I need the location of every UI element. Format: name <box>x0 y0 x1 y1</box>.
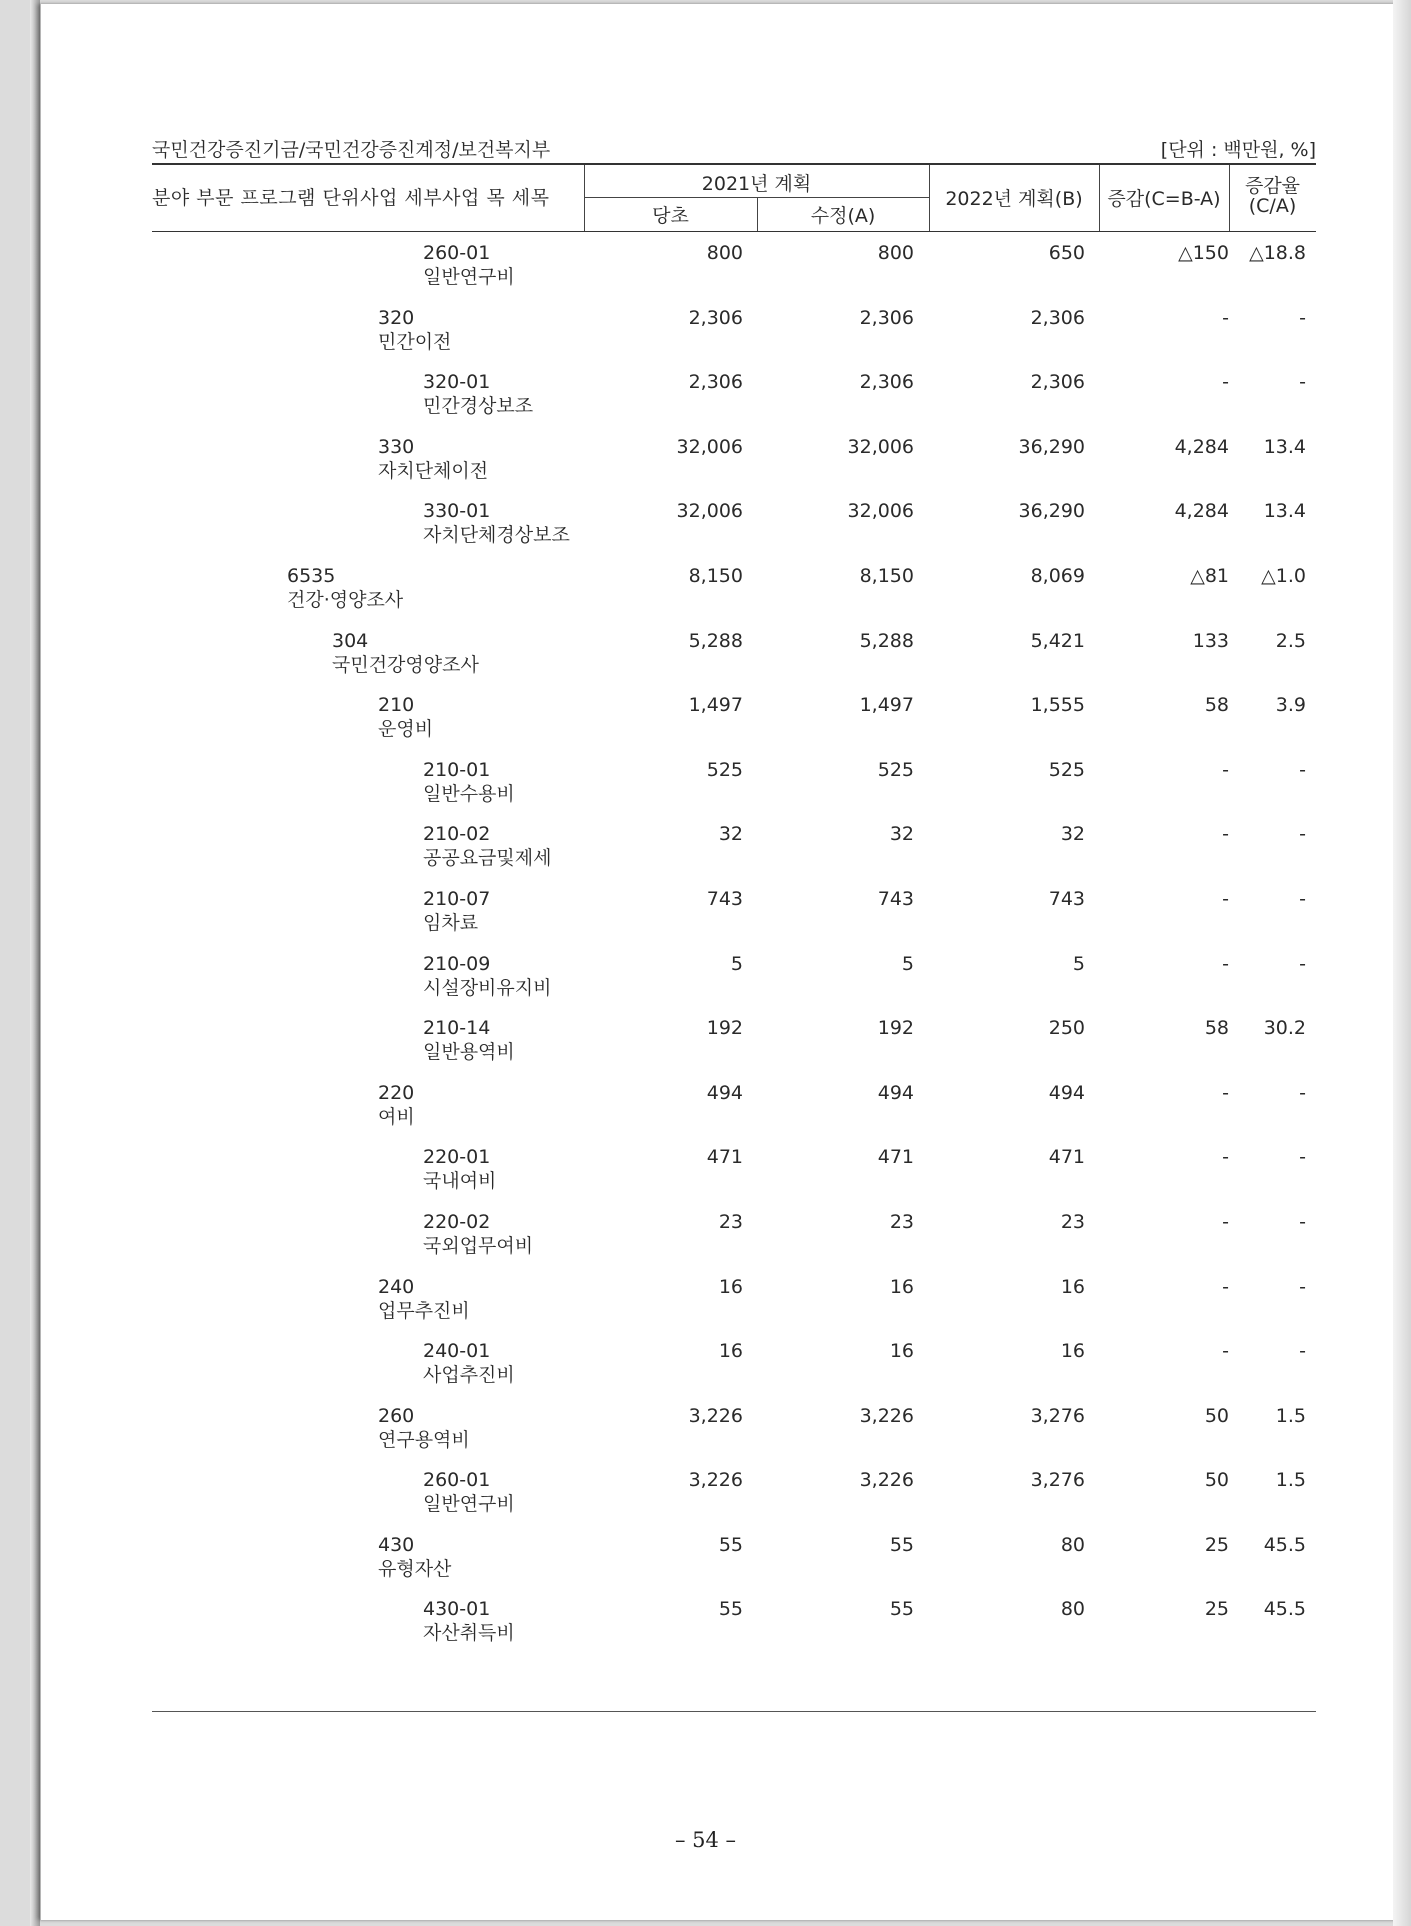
page-left-edge <box>30 0 40 1926</box>
header-original: 당초 <box>652 205 689 227</box>
cell-change: 50 <box>1204 1404 1229 1427</box>
table-row <box>152 813 1316 878</box>
cell-revised: 192 <box>877 1017 914 1040</box>
cell-revised: 32,006 <box>847 435 914 458</box>
table-row <box>152 1136 1316 1201</box>
cell-revised: 525 <box>877 758 914 781</box>
cell-change: 25 <box>1204 1598 1229 1621</box>
cell-rate: 45.5 <box>1263 1598 1306 1621</box>
cell-rate: - <box>1299 1210 1306 1233</box>
cell-change: 4,284 <box>1174 500 1229 523</box>
table-row <box>152 490 1316 555</box>
row-name: 자치단체경상보조 <box>423 524 570 547</box>
page-number: – 54 – <box>674 1828 737 1852</box>
row-code: 220-01 <box>423 1146 491 1169</box>
cell-change: - <box>1222 306 1229 329</box>
row-name: 국외업무여비 <box>423 1234 534 1257</box>
header-plan-2021: 2021년 계획 <box>701 173 812 195</box>
cell-revised: 32,006 <box>847 500 914 523</box>
cell-rate: - <box>1299 306 1306 329</box>
header-rate-line2: (C/A) <box>1248 195 1297 217</box>
cell-revised: 55 <box>889 1533 914 1556</box>
cell-rate: - <box>1299 758 1306 781</box>
cell-change: - <box>1222 823 1229 846</box>
row-code: 210-14 <box>423 1017 491 1040</box>
row-code: 320 <box>378 306 415 329</box>
cell-rate: - <box>1299 1081 1306 1104</box>
row-code: 320-01 <box>423 371 491 394</box>
cell-rate: 1.5 <box>1275 1404 1306 1427</box>
row-code: 240 <box>378 1275 415 1298</box>
cell-original: 55 <box>718 1598 743 1621</box>
cell-revised: 800 <box>877 242 914 264</box>
cell-revised: 3,226 <box>859 1469 914 1492</box>
cell-original: 55 <box>718 1533 743 1556</box>
row-code: 330-01 <box>423 500 491 523</box>
row-name: 자치단체이전 <box>378 459 489 482</box>
row-code: 260 <box>378 1404 415 1427</box>
row-name: 일반수용비 <box>423 782 515 805</box>
cell-revised: 23 <box>889 1210 914 1233</box>
cell-revised: 16 <box>889 1340 914 1363</box>
cell-original: 494 <box>706 1081 743 1104</box>
row-name: 자산취득비 <box>423 1622 515 1645</box>
cell-rate: - <box>1299 371 1306 394</box>
cell-revised: 8,150 <box>859 564 914 587</box>
cell-revised: 5 <box>901 952 914 975</box>
cell-rate: - <box>1299 1146 1306 1169</box>
cell-change: - <box>1222 887 1229 910</box>
cell-change: 25 <box>1204 1533 1229 1556</box>
row-code: 430-01 <box>423 1598 491 1621</box>
table-header <box>152 163 1316 232</box>
header-classification: 분야 부문 프로그램 단위사업 세부사업 목 세목 <box>152 187 550 209</box>
table-row <box>152 1459 1316 1524</box>
header-revised: 수정(A) <box>810 205 876 227</box>
table-row <box>152 426 1316 491</box>
cell-plan-2022: 650 <box>1048 242 1085 264</box>
cell-plan-2022: 2,306 <box>1030 306 1085 329</box>
cell-revised: 5,288 <box>859 629 914 652</box>
row-code: 220-02 <box>423 1210 491 1233</box>
cell-revised: 32 <box>889 823 914 846</box>
cell-original: 5,288 <box>688 629 743 652</box>
table-row <box>152 232 1316 297</box>
cell-change: - <box>1222 1275 1229 1298</box>
cell-rate: △18.8 <box>1249 242 1306 264</box>
row-code: 210-07 <box>423 887 491 910</box>
cell-change: - <box>1222 1081 1229 1104</box>
cell-change: △150 <box>1178 242 1229 264</box>
row-name: 건강·영양조사 <box>287 588 404 611</box>
cell-plan-2022: 80 <box>1060 1533 1085 1556</box>
cell-change: 58 <box>1204 1017 1229 1040</box>
cell-change: 58 <box>1204 694 1229 717</box>
cell-plan-2022: 80 <box>1060 1598 1085 1621</box>
cell-revised: 743 <box>877 887 914 910</box>
table-row <box>152 555 1316 620</box>
cell-revised: 471 <box>877 1146 914 1169</box>
cell-plan-2022: 1,555 <box>1030 694 1085 717</box>
cell-revised: 55 <box>889 1598 914 1621</box>
cell-change: 133 <box>1192 629 1229 652</box>
header-subrule <box>584 197 929 198</box>
row-name: 여비 <box>378 1105 415 1128</box>
row-code: 260-01 <box>423 1469 491 1492</box>
cell-plan-2022: 5,421 <box>1030 629 1085 652</box>
cell-original: 3,226 <box>688 1469 743 1492</box>
row-name: 일반연구비 <box>423 266 515 288</box>
cell-plan-2022: 5 <box>1072 952 1085 975</box>
row-code: 210-02 <box>423 823 491 846</box>
row-code: 210 <box>378 694 415 717</box>
row-code: 430 <box>378 1533 415 1556</box>
unit-note: [단위 : 백만원, %] <box>1160 139 1316 161</box>
budget-table <box>152 135 1316 1653</box>
cell-change: 50 <box>1204 1469 1229 1492</box>
cell-plan-2022: 525 <box>1048 758 1085 781</box>
cell-plan-2022: 2,306 <box>1030 371 1085 394</box>
header-change: 증감(C=B-A) <box>1107 188 1221 210</box>
row-code: 210-01 <box>423 758 491 781</box>
cell-rate: 13.4 <box>1263 500 1306 523</box>
row-name: 유형자산 <box>378 1557 452 1580</box>
cell-original: 32,006 <box>676 500 743 523</box>
row-name: 사업추진비 <box>423 1364 515 1387</box>
cell-original: 743 <box>706 887 743 910</box>
cell-rate: △1.0 <box>1261 564 1306 587</box>
cell-rate: 2.5 <box>1275 629 1306 652</box>
cell-original: 32 <box>718 823 743 846</box>
cell-original: 1,497 <box>688 694 743 717</box>
table-row <box>152 1330 1316 1395</box>
row-name: 연구용역비 <box>378 1428 470 1451</box>
row-name: 민간경상보조 <box>423 395 534 418</box>
row-code: 330 <box>378 435 415 458</box>
cell-original: 525 <box>706 758 743 781</box>
cell-change: - <box>1222 1340 1229 1363</box>
row-code: 6535 <box>287 564 336 587</box>
row-name: 임차료 <box>423 911 479 934</box>
cell-rate: 45.5 <box>1263 1533 1306 1556</box>
row-code: 240-01 <box>423 1340 491 1363</box>
table-row <box>152 878 1316 943</box>
row-name: 국민건강영양조사 <box>332 653 479 676</box>
cell-plan-2022: 32 <box>1060 823 1085 846</box>
cell-revised: 3,226 <box>859 1404 914 1427</box>
cell-change: 4,284 <box>1174 435 1229 458</box>
cell-original: 2,306 <box>688 306 743 329</box>
table-row <box>152 620 1316 685</box>
cell-original: 800 <box>706 242 743 264</box>
table-row <box>152 1266 1316 1331</box>
cell-plan-2022: 743 <box>1048 887 1085 910</box>
row-code: 220 <box>378 1081 415 1104</box>
page-right-shadow <box>1393 0 1411 1926</box>
table-row <box>152 1524 1316 1589</box>
cell-original: 32,006 <box>676 435 743 458</box>
row-name: 국내여비 <box>423 1170 497 1193</box>
cell-rate: 13.4 <box>1263 435 1306 458</box>
cell-original: 471 <box>706 1146 743 1169</box>
cell-rate: 3.9 <box>1275 694 1306 717</box>
row-name: 운영비 <box>378 718 434 741</box>
cell-original: 2,306 <box>688 371 743 394</box>
cell-revised: 2,306 <box>859 371 914 394</box>
table-body <box>152 232 1316 1653</box>
cell-rate: - <box>1299 1340 1306 1363</box>
cell-plan-2022: 250 <box>1048 1017 1085 1040</box>
cell-change: - <box>1222 952 1229 975</box>
row-name: 일반용역비 <box>423 1041 515 1064</box>
table-row <box>152 361 1316 426</box>
table-bottom-rule <box>152 1711 1316 1712</box>
row-name: 업무추진비 <box>378 1299 470 1322</box>
cell-revised: 16 <box>889 1275 914 1298</box>
cell-change: - <box>1222 1210 1229 1233</box>
cell-plan-2022: 23 <box>1060 1210 1085 1233</box>
row-name: 공공요금및제세 <box>423 847 552 870</box>
cell-rate: 30.2 <box>1263 1017 1306 1040</box>
table-row <box>152 1395 1316 1460</box>
row-name: 일반연구비 <box>423 1493 515 1516</box>
row-code: 210-09 <box>423 952 491 975</box>
cell-plan-2022: 16 <box>1060 1340 1085 1363</box>
cell-original: 8,150 <box>688 564 743 587</box>
table-row <box>152 1007 1316 1072</box>
table-row <box>152 1072 1316 1137</box>
cell-plan-2022: 36,290 <box>1018 435 1085 458</box>
table-row <box>152 684 1316 749</box>
row-name: 민간이전 <box>378 330 452 353</box>
cell-rate: - <box>1299 1275 1306 1298</box>
header-rate-line1: 증감율 <box>1244 175 1301 197</box>
header-plan-2022: 2022년 계획(B) <box>945 188 1083 210</box>
cell-revised: 2,306 <box>859 306 914 329</box>
cell-plan-2022: 16 <box>1060 1275 1085 1298</box>
cell-plan-2022: 3,276 <box>1030 1404 1085 1427</box>
cell-change: - <box>1222 1146 1229 1169</box>
cell-revised: 1,497 <box>859 694 914 717</box>
cell-original: 3,226 <box>688 1404 743 1427</box>
row-code: 260-01 <box>423 242 491 264</box>
cell-original: 23 <box>718 1210 743 1233</box>
cell-rate: - <box>1299 823 1306 846</box>
account-title: 국민건강증진기금/국민건강증진계정/보건복지부 <box>152 139 551 161</box>
cell-change: - <box>1222 758 1229 781</box>
cell-rate: - <box>1299 952 1306 975</box>
cell-original: 16 <box>718 1275 743 1298</box>
cell-revised: 494 <box>877 1081 914 1104</box>
cell-original: 5 <box>730 952 743 975</box>
cell-change: - <box>1222 371 1229 394</box>
cell-plan-2022: 36,290 <box>1018 500 1085 523</box>
cell-rate: - <box>1299 887 1306 910</box>
row-name: 시설장비유지비 <box>423 976 552 999</box>
table-row <box>152 943 1316 1008</box>
cell-plan-2022: 494 <box>1048 1081 1085 1104</box>
cell-original: 192 <box>706 1017 743 1040</box>
cell-change: △81 <box>1190 564 1229 587</box>
table-row <box>152 1588 1316 1653</box>
table-row <box>152 297 1316 362</box>
table-row <box>152 1201 1316 1266</box>
cell-original: 16 <box>718 1340 743 1363</box>
table-row <box>152 749 1316 814</box>
cell-plan-2022: 471 <box>1048 1146 1085 1169</box>
row-code: 304 <box>332 629 369 652</box>
cell-plan-2022: 8,069 <box>1030 564 1085 587</box>
cell-plan-2022: 3,276 <box>1030 1469 1085 1492</box>
cell-rate: 1.5 <box>1275 1469 1306 1492</box>
table-meta <box>152 135 1316 163</box>
